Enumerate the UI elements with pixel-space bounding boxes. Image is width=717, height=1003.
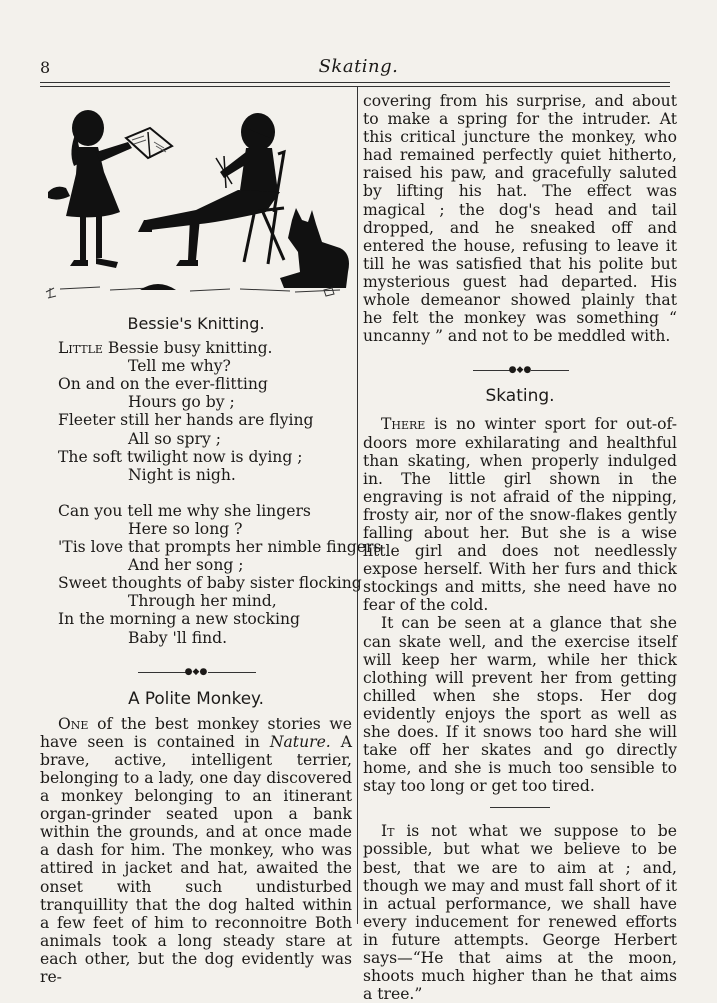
poem-line: 'Tis love that prompts her nimble fingers	[58, 538, 382, 557]
silhouette-illustration	[40, 92, 352, 307]
header-rule	[40, 82, 670, 83]
poem-line: Hours go by ;	[128, 393, 235, 412]
poem-line: Can you tell me why she lingers	[58, 501, 311, 520]
divider-ornament-icon: ●◆●	[184, 666, 208, 677]
poem-first-word: Little	[58, 339, 103, 358]
monkey-story-continued: covering from his surprise, and about to make a spring for the intruder. At this critical juncture the monkey, who had remained perfectly quiet hitherto, raised his paw, and gracefully saluted by lifting his hat. The effect was magical ; the dog's head and tail dropped, and he sneaked off and entered the house, refusing to leave it till he was satisfied that his polite but mysterious guest had departed. His whole demeanor showed plainly that he felt the monkey was something “ uncanny ” and not to be meddled with.	[363, 92, 677, 346]
skating-paragraph	[363, 415, 677, 614]
poem-line: In the morning a new stocking	[58, 610, 300, 629]
skating-first-word: There	[381, 415, 426, 434]
poem-line: The soft twilight now is dying ;	[58, 447, 303, 466]
short-divider	[490, 807, 550, 808]
poem-line: All so spry ;	[128, 429, 221, 448]
left-column	[40, 92, 382, 986]
poem-line: Baby 'll find.	[128, 628, 228, 647]
poem-line	[58, 339, 352, 357]
poem-stanza	[58, 501, 382, 647]
monkey-source-title: Nature.	[269, 732, 331, 751]
poem-line: Through her mind,	[128, 592, 277, 611]
monkey-text-rest: A brave, active, intelligent terrier, belonging to a lady, one day discovered a monkey belonging to an itinerant organ-grinder seated upon a bank within the grounds, and at once made a dash for him. The monkey, who was attired in jacket and hat, awaited the onset with such undisturbed tranquillity that the dog halted within a few feet of him to reconnoitre Both animals took a long steady stare at each other, but the dog evidently was re-	[40, 732, 353, 986]
poem-line: Sweet thoughts of baby sister flocking	[58, 574, 362, 593]
section-divider	[363, 363, 677, 377]
skating-title: Skating.	[485, 386, 555, 407]
running-title: Skating.	[318, 56, 399, 77]
column-divider	[357, 86, 358, 924]
right-column	[363, 92, 677, 1003]
page-number: 8	[40, 58, 51, 77]
monkey-first-word: One	[58, 714, 89, 733]
poem-line: Tell me why?	[128, 357, 231, 376]
silhouette-girl-reading-woman-knitting-dog-icon	[40, 92, 352, 307]
poem-line: And her song ;	[128, 556, 244, 575]
quote-text: is not what we suppose to be possible, but what we believe to be best, that we are to aim at ; and, though we may and must fall short of it in actual performance, we shall have every inducement for renewed efforts in future attempts. George Herbert says—“He that aims at the moon, shoots much higher than he that aims a tree.”	[363, 822, 677, 1003]
poem-line: On and on the ever-flitting	[58, 375, 268, 394]
monkey-story-title: A Polite Monkey.	[128, 687, 264, 708]
header-rule-lower	[40, 86, 670, 87]
poem-line-text: Bessie busy knitting.	[102, 339, 273, 358]
poem-line: Fleeter still her hands are flying	[58, 411, 314, 430]
poem-body	[40, 339, 382, 647]
divider-ornament-icon: ●◆●	[508, 365, 532, 376]
quote-first-word: It	[381, 822, 395, 841]
quote-paragraph	[363, 822, 677, 1003]
monkey-story-paragraph	[40, 715, 352, 986]
section-divider	[40, 665, 352, 679]
poem-stanza	[58, 339, 352, 484]
poem-line: Here so long ?	[128, 519, 243, 538]
skating-text: is no winter sport for out-of-doors more exhilarating and healthful than skating, when properly indulged in. The little girl shown in the engraving is not afraid of the nipping, frosty air, nor of the snow-flakes gently falling about her. But she is a wise little girl and does not needlessly expose herself. With her furs and thick stockings and mitts, she need have no fear of the cold.	[363, 415, 677, 615]
poem-line: Night is nigh.	[128, 465, 236, 484]
monkey-text-start: of the best monkey stories we have seen is contained in	[40, 714, 352, 751]
skating-paragraph: It can be seen at a glance that she can skate well, and the exercise itself will keep her warm, while her thick clothing will prevent her from getting chilled when she stops. Her dog evidently enjoys the sport as well as she does. If it snows too hard she will take off her skates and go directly home, and she is much too sensible to stay too long or get too tired.	[363, 614, 677, 796]
poem-title: Bessie's Knitting.	[127, 314, 265, 333]
